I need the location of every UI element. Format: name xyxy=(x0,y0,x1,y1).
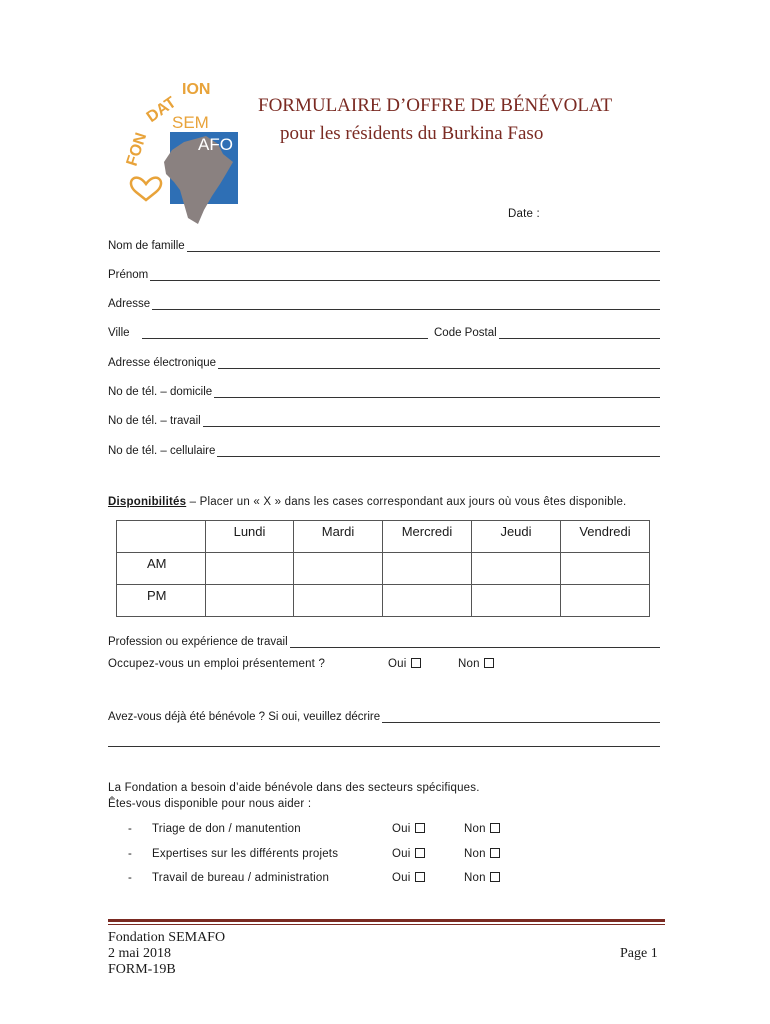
cell-pm-mardi[interactable] xyxy=(294,585,383,617)
field-profession-label: Profession ou expérience de travail xyxy=(108,636,288,648)
cell-am-mercredi[interactable] xyxy=(383,553,472,585)
field-benevole xyxy=(108,707,660,723)
field-tel-domicile-input[interactable] xyxy=(214,385,660,398)
logo-word-fondation-part3: ION xyxy=(182,81,211,98)
footer-divider-thin xyxy=(108,924,665,925)
field-prenom xyxy=(108,265,660,281)
sector-bureau-oui[interactable] xyxy=(392,872,425,884)
cell-pm-jeudi[interactable] xyxy=(472,585,561,617)
fondation-semafo-logo xyxy=(122,70,247,230)
sector-bureau-non-checkbox[interactable] xyxy=(490,872,500,882)
field-nom-input[interactable] xyxy=(187,239,660,252)
day-header-vendredi: Vendredi xyxy=(561,521,650,553)
date-label: Date : xyxy=(508,208,540,220)
emploi-non-checkbox[interactable] xyxy=(484,658,494,668)
question-emploi: Occupez-vous un emploi présentement ? xyxy=(108,658,326,670)
cell-am-lundi[interactable] xyxy=(206,553,294,585)
field-email-input[interactable] xyxy=(218,356,660,369)
field-code-postal-input[interactable] xyxy=(499,326,660,339)
day-header-jeudi: Jeudi xyxy=(472,521,561,553)
sector-bureau-oui-checkbox[interactable] xyxy=(415,872,425,882)
sector-item-expertises: Expertises sur les différents projets xyxy=(152,848,339,860)
field-tel-domicile-label: No de tél. – domicile xyxy=(108,386,213,398)
row-label-am: AM xyxy=(117,553,206,585)
field-code-postal-label: Code Postal xyxy=(434,327,497,339)
field-ville-input[interactable] xyxy=(142,326,428,339)
availability-table xyxy=(116,520,650,617)
logo-word-fondation-part1: FON xyxy=(123,130,151,169)
field-email-label: Adresse électronique xyxy=(108,357,217,369)
field-adresse-label: Adresse xyxy=(108,298,151,310)
form-title: FORMULAIRE D’OFFRE DE BÉNÉVOLAT xyxy=(258,95,613,116)
row-label-pm: PM xyxy=(117,585,206,617)
footer-divider-thick xyxy=(108,919,665,922)
field-profession-input[interactable] xyxy=(290,635,660,648)
sector-expertises-non[interactable] xyxy=(464,848,500,860)
field-prenom-label: Prénom xyxy=(108,269,149,281)
sector-triage-non-label: Non xyxy=(464,823,486,835)
form-subtitle: pour les résidents du Burkina Faso xyxy=(280,123,544,144)
footer-date: 2 mai 2018 xyxy=(108,946,171,961)
field-adresse-input[interactable] xyxy=(152,297,660,310)
field-benevole-label: Avez-vous déjà été bénévole ? Si oui, veuillez décrire xyxy=(108,711,381,723)
field-nom xyxy=(108,236,660,252)
field-benevole-input-line2[interactable] xyxy=(108,734,660,747)
sector-dash-3: - xyxy=(128,872,132,884)
sectors-question: Êtes-vous disponible pour nous aider : xyxy=(108,798,312,810)
footer-form-code: FORM-19B xyxy=(108,962,176,977)
sector-triage-non[interactable] xyxy=(464,823,500,835)
day-header-lundi: Lundi xyxy=(206,521,294,553)
sector-expertises-oui-checkbox[interactable] xyxy=(415,848,425,858)
field-tel-travail-input[interactable] xyxy=(203,414,660,427)
field-ville-label: Ville xyxy=(108,327,130,339)
field-nom-label: Nom de famille xyxy=(108,240,185,252)
sector-bureau-non[interactable] xyxy=(464,872,500,884)
sector-expertises-non-checkbox[interactable] xyxy=(490,848,500,858)
field-tel-cellulaire xyxy=(108,441,660,457)
cell-pm-vendredi[interactable] xyxy=(561,585,650,617)
cell-pm-lundi[interactable] xyxy=(206,585,294,617)
footer-org: Fondation SEMAFO xyxy=(108,930,226,945)
sector-bureau-oui-label: Oui xyxy=(392,872,411,884)
availability-instruction-text: – Placer un « X » dans les cases correspondant aux jours où vous êtes disponible. xyxy=(186,496,627,508)
sector-bureau-non-label: Non xyxy=(464,872,486,884)
sector-dash-1: - xyxy=(128,823,132,835)
logo-word-sem: SEM xyxy=(172,113,209,132)
sector-item-triage: Triage de don / manutention xyxy=(152,823,301,835)
availability-label: Disponibilités xyxy=(108,496,187,508)
cell-pm-mercredi[interactable] xyxy=(383,585,472,617)
emploi-oui-checkbox[interactable] xyxy=(411,658,421,668)
sector-triage-oui[interactable] xyxy=(392,823,425,835)
cell-am-jeudi[interactable] xyxy=(472,553,561,585)
field-tel-domicile xyxy=(108,382,660,398)
emploi-non-label: Non xyxy=(458,658,480,670)
sector-triage-oui-checkbox[interactable] xyxy=(415,823,425,833)
cell-am-vendredi[interactable] xyxy=(561,553,650,585)
table-corner-cell xyxy=(117,521,206,553)
sector-expertises-oui-label: Oui xyxy=(392,848,411,860)
field-benevole-continued xyxy=(108,731,660,747)
day-header-mardi: Mardi xyxy=(294,521,383,553)
field-tel-cellulaire-label: No de tél. – cellulaire xyxy=(108,445,216,457)
sector-expertises-oui[interactable] xyxy=(392,848,425,860)
sector-dash-2: - xyxy=(128,848,132,860)
field-adresse xyxy=(108,294,660,310)
emploi-non-option[interactable] xyxy=(458,658,494,670)
availability-instruction xyxy=(108,496,626,508)
sector-item-bureau: Travail de bureau / administration xyxy=(152,872,330,884)
logo-word-fondation-part2: DAT xyxy=(143,93,180,127)
sector-triage-oui-label: Oui xyxy=(392,823,411,835)
emploi-oui-label: Oui xyxy=(388,658,407,670)
day-header-mercredi: Mercredi xyxy=(383,521,472,553)
sector-expertises-non-label: Non xyxy=(464,848,486,860)
emploi-oui-option[interactable] xyxy=(388,658,421,670)
footer-page-number: Page 1 xyxy=(620,946,658,961)
field-tel-travail-label: No de tél. – travail xyxy=(108,415,201,427)
logo-word-afo: AFO xyxy=(198,135,233,154)
field-email xyxy=(108,353,660,369)
cell-am-mardi[interactable] xyxy=(294,553,383,585)
field-profession xyxy=(108,632,660,648)
sector-triage-non-checkbox[interactable] xyxy=(490,823,500,833)
field-ville-code xyxy=(108,323,660,339)
field-prenom-input[interactable] xyxy=(150,268,660,281)
field-tel-cellulaire-input[interactable] xyxy=(217,444,660,457)
field-benevole-input[interactable] xyxy=(382,710,660,723)
sectors-intro: La Fondation a besoin d’aide bénévole dans des secteurs spécifiques. xyxy=(108,782,480,794)
field-tel-travail xyxy=(108,411,660,427)
